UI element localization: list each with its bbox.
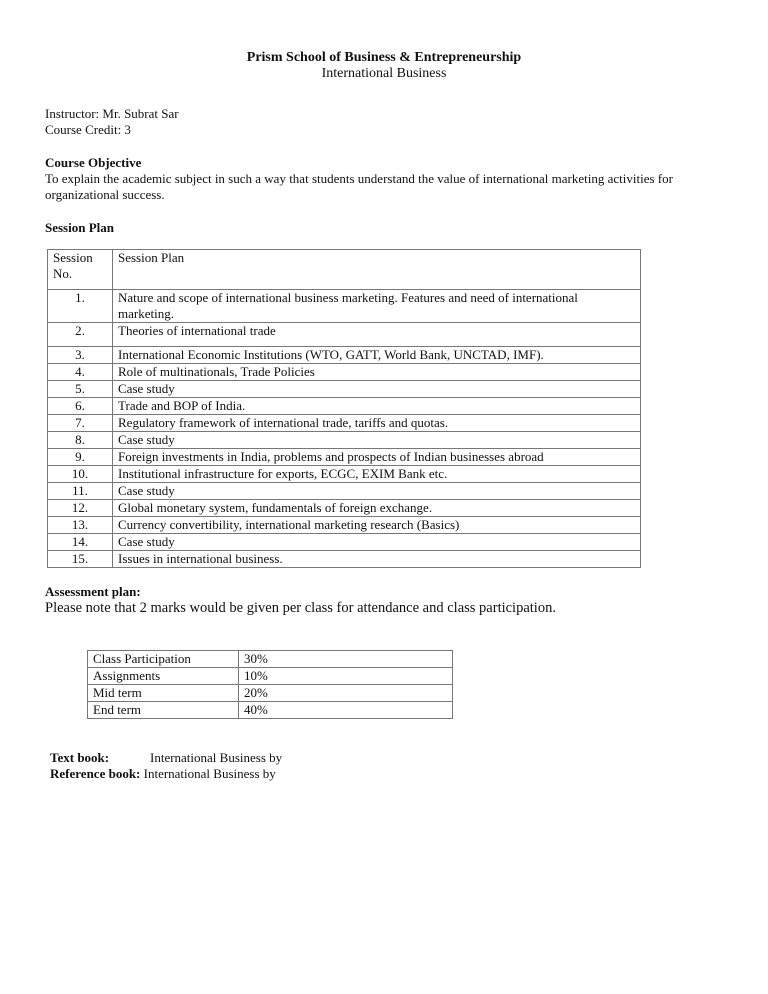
assessment-item: Mid term: [88, 685, 239, 702]
table-row: [88, 685, 453, 702]
header-session-no: Session No.: [48, 250, 113, 290]
session-topic: Role of multinationals, Trade Policies: [113, 364, 641, 381]
session-topic: Currency convertibility, international marketing research (Basics): [113, 517, 641, 534]
table-row: [88, 651, 453, 668]
assessment-table: [87, 650, 453, 719]
session-number: 8.: [48, 432, 113, 449]
session-number: 13.: [48, 517, 113, 534]
session-topic: Nature and scope of international business marketing. Features and need of international marketing.: [113, 290, 641, 323]
table-row: [48, 483, 641, 500]
session-number: 2.: [48, 323, 113, 347]
assessment-item: Class Participation: [88, 651, 239, 668]
table-row: [48, 364, 641, 381]
table-row: [48, 415, 641, 432]
table-row: [48, 517, 641, 534]
assessment-note: Please note that 2 marks would be given per class for attendance and class participation.: [45, 600, 556, 616]
school-title: Prism School of Business & Entrepreneurship: [246, 50, 522, 65]
objective-text-1: To explain the academic subject in such a way that students understand the value of international marketing activities for: [45, 171, 673, 186]
session-topic: Issues in international business.: [113, 551, 641, 568]
session-number: 10.: [48, 466, 113, 483]
table-row: [88, 702, 453, 719]
table-row: [48, 290, 641, 323]
reference-book-value: International Business by: [143, 766, 276, 781]
table-row: [48, 347, 641, 364]
table-row: [48, 381, 641, 398]
table-row: [48, 449, 641, 466]
text-book-value: International Business by: [150, 750, 283, 765]
table-row: [48, 432, 641, 449]
course-title: International Business: [321, 66, 447, 81]
objective-text-2: organizational success.: [45, 187, 165, 202]
text-book: [50, 750, 282, 766]
session-plan-table: [47, 249, 641, 568]
table-row: [48, 551, 641, 568]
session-number: 7.: [48, 415, 113, 432]
table-row: [48, 500, 641, 517]
session-number: 5.: [48, 381, 113, 398]
assessment-item: Assignments: [88, 668, 239, 685]
table-header-row: [48, 250, 641, 290]
session-number: 3.: [48, 347, 113, 364]
session-topic: Foreign investments in India, problems and prospects of Indian businesses abroad: [113, 449, 641, 466]
assessment-weight: 30%: [239, 651, 453, 668]
session-topic: Trade and BOP of India.: [113, 398, 641, 415]
reference-book-label: Reference book:: [50, 766, 141, 781]
session-topic: Theories of international trade: [113, 323, 641, 347]
header-session-plan: Session Plan: [113, 250, 641, 290]
session-number: 6.: [48, 398, 113, 415]
session-number: 1.: [48, 290, 113, 323]
table-row: [48, 466, 641, 483]
objective-heading: Course Objective: [45, 155, 142, 170]
session-topic: Regulatory framework of international trade, tariffs and quotas.: [113, 415, 641, 432]
session-topic: Institutional infrastructure for exports, ECGC, EXIM Bank etc.: [113, 466, 641, 483]
course-credit: Course Credit: 3: [45, 122, 131, 137]
table-row: [48, 398, 641, 415]
session-topic: Case study: [113, 432, 641, 449]
assessment-weight: 10%: [239, 668, 453, 685]
table-row: [48, 534, 641, 551]
assessment-item: End term: [88, 702, 239, 719]
session-number: 12.: [48, 500, 113, 517]
reference-book: [50, 766, 276, 782]
session-number: 4.: [48, 364, 113, 381]
instructor: Instructor: Mr. Subrat Sar: [45, 106, 179, 121]
session-plan-heading: Session Plan: [45, 220, 114, 235]
session-topic: Case study: [113, 534, 641, 551]
table-row: [48, 323, 641, 347]
assessment-heading: Assessment plan:: [45, 584, 141, 599]
assessment-weight: 40%: [239, 702, 453, 719]
table-row: [88, 668, 453, 685]
text-book-label: Text book:: [50, 750, 110, 765]
session-topic: Case study: [113, 483, 641, 500]
session-topic: International Economic Institutions (WTO, GATT, World Bank, UNCTAD, IMF).: [113, 347, 641, 364]
session-number: 9.: [48, 449, 113, 466]
session-topic: Case study: [113, 381, 641, 398]
session-number: 11.: [48, 483, 113, 500]
session-topic: Global monetary system, fundamentals of foreign exchange.: [113, 500, 641, 517]
assessment-weight: 20%: [239, 685, 453, 702]
session-number: 15.: [48, 551, 113, 568]
session-number: 14.: [48, 534, 113, 551]
